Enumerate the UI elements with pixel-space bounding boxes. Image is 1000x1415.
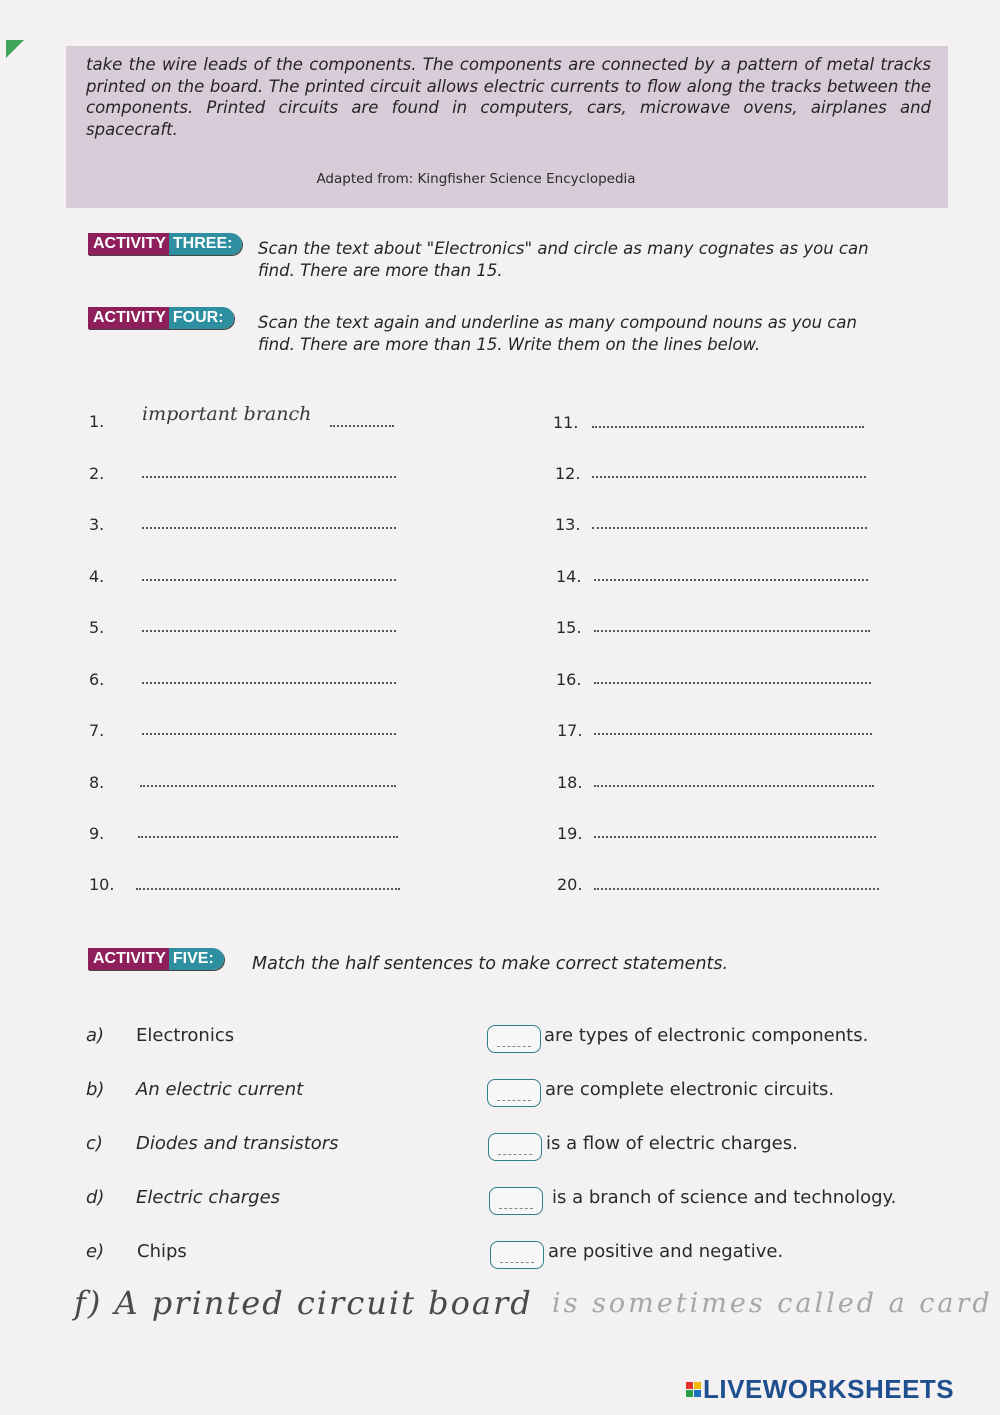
answer-4-input[interactable] — [142, 577, 396, 581]
badge-number: FIVE: — [169, 948, 224, 970]
answer-2-input[interactable] — [142, 474, 396, 478]
activity-four-instruction — [258, 312, 948, 355]
answer-number: 12. — [555, 464, 581, 483]
answer-5-input[interactable] — [142, 628, 396, 632]
activity-four-badge — [88, 307, 234, 329]
answer-number: 11. — [553, 413, 579, 432]
match-left-item: Electronics — [136, 1025, 235, 1046]
badge-label: ACTIVITY — [88, 948, 169, 970]
answer-16-input[interactable] — [594, 680, 871, 684]
answer-1-input[interactable]: important branch — [142, 403, 312, 425]
match-box-c[interactable] — [488, 1133, 542, 1161]
match-right-item: are types of electronic components. — [544, 1025, 869, 1046]
footer-brand: LIVEWORKSHEETS — [703, 1374, 955, 1404]
match-left-item: Electric charges — [136, 1187, 281, 1208]
answer-number: 19. — [557, 824, 583, 843]
answer-number: 7. — [89, 721, 105, 740]
answer-number: 13. — [555, 515, 581, 534]
answer-17-input[interactable] — [594, 731, 872, 735]
activity-five-instruction: Match the half sentences to make correct statements. — [252, 954, 729, 974]
badge-label: ACTIVITY — [88, 233, 169, 255]
answer-number: 3. — [89, 515, 105, 534]
answer-number: 14. — [556, 567, 582, 586]
instruction-line-2: find. There are more than 15. Write them on the lines below. — [258, 334, 761, 354]
instruction-line-2: find. There are more than 15. — [258, 260, 503, 280]
answer-3-input[interactable] — [142, 525, 396, 529]
answer-19-input[interactable] — [594, 834, 876, 838]
answer-number: 20. — [557, 875, 583, 894]
answer-number: 17. — [557, 721, 583, 740]
answer-14-input[interactable] — [594, 577, 868, 581]
reading-paragraph: take the wire leads of the components. The components are connected by a pattern of metal tracks printed on the board. The printed circuit allows electric currents to flow along the tracks between the components. Printed circuits are found in computers, cars, microwave ovens, airplanes and spacecraft. — [86, 55, 931, 139]
answer-number: 16. — [556, 670, 582, 689]
handwritten-left: f) A printed circuit board — [74, 1284, 533, 1322]
activity-three-instruction — [258, 238, 948, 281]
match-letter: e) — [86, 1241, 105, 1262]
answer-number: 5. — [89, 618, 105, 637]
answer-18-input[interactable] — [594, 783, 874, 787]
answer-number: 18. — [557, 773, 583, 792]
answer-7-input[interactable] — [142, 731, 396, 735]
activity-three-badge — [88, 233, 242, 255]
badge-number: FOUR: — [169, 307, 234, 329]
reading-source: Adapted from: Kingfisher Science Encyclopedia — [316, 171, 636, 187]
answer-number: 1. — [89, 412, 105, 431]
match-box-b[interactable] — [487, 1079, 541, 1107]
answer-line — [330, 423, 394, 427]
match-right-item: are complete electronic circuits. — [545, 1079, 835, 1100]
answer-8-input[interactable] — [140, 783, 396, 787]
match-right-item: is a flow of electric charges. — [546, 1133, 798, 1154]
answer-number: 8. — [89, 773, 105, 792]
answer-15-input[interactable] — [594, 628, 870, 632]
match-box-d[interactable] — [489, 1187, 543, 1215]
answer-11-input[interactable] — [592, 424, 864, 428]
match-box-a[interactable] — [487, 1025, 541, 1053]
answer-number: 4. — [89, 567, 105, 586]
match-left-item: An electric current — [136, 1079, 304, 1100]
answer-10-input[interactable] — [136, 886, 400, 890]
answer-13-input[interactable] — [592, 525, 867, 529]
match-letter: c) — [86, 1133, 103, 1154]
answer-number: 10. — [89, 875, 115, 894]
match-box-e[interactable] — [490, 1241, 544, 1269]
answer-12-input[interactable] — [592, 474, 866, 478]
activity-five-badge — [88, 948, 224, 970]
match-right-item: is a branch of science and technology. — [552, 1187, 897, 1208]
answer-9-input[interactable] — [138, 834, 398, 838]
match-right-item: are positive and negative. — [548, 1241, 784, 1262]
instruction-line-1: Scan the text about "Electronics" and circle as many cognates as you can — [258, 239, 869, 258]
answer-number: 15. — [556, 618, 582, 637]
answer-number: 6. — [89, 670, 105, 689]
footer-logo — [686, 1374, 954, 1405]
badge-label: ACTIVITY — [88, 307, 169, 329]
answer-number: 9. — [89, 824, 105, 843]
handwritten-right: is sometimes called a card — [552, 1288, 993, 1319]
match-left-item: Diodes and transistors — [136, 1133, 339, 1154]
liveworksheets-logo-icon — [686, 1382, 701, 1397]
match-letter: d) — [86, 1187, 105, 1208]
answer-20-input[interactable] — [594, 886, 879, 890]
badge-number: THREE: — [169, 233, 243, 255]
match-letter: b) — [86, 1079, 105, 1100]
answer-6-input[interactable] — [142, 680, 396, 684]
corner-mark — [6, 40, 24, 58]
instruction-line-1: Scan the text again and underline as many compound nouns as you can — [258, 313, 857, 332]
match-left-item: Chips — [137, 1241, 187, 1262]
match-letter: a) — [86, 1025, 105, 1046]
answer-number: 2. — [89, 464, 105, 483]
